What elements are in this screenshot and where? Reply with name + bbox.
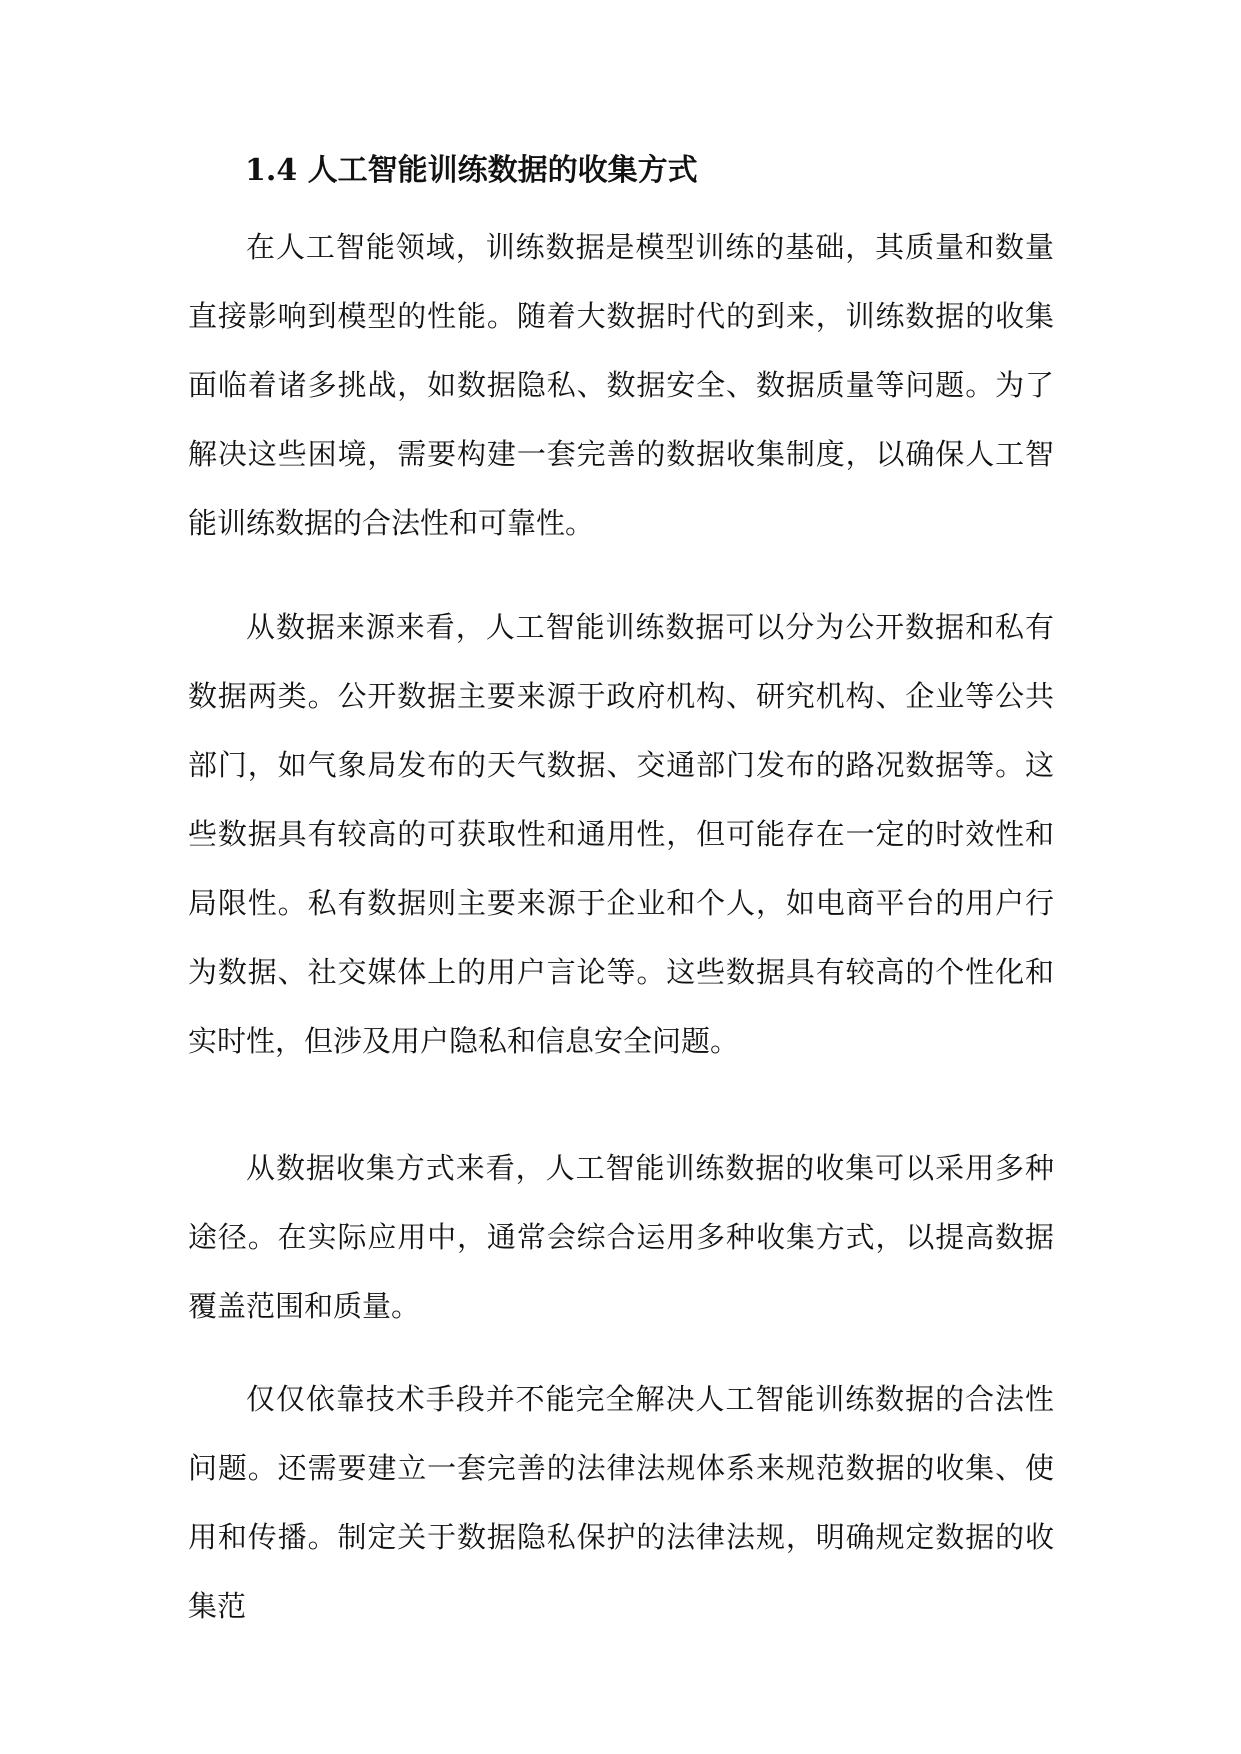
section-heading: 1.4 人工智能训练数据的收集方式 <box>245 153 698 188</box>
paragraph-2: 从数据来源来看，人工智能训练数据可以分为公开数据和私有数据两类。公开数据主要来源于政府机构、研究机构、企业等公共部门，如气象局发布的天气数据、交通部门发布的路况数据等。这些数据具有较高的可获取性和通用性，但可能存在一定的时效性和局限性。私有数据则主要来源于企业和个人，如电商平台的用户行为数据、社交媒体上的用户言论等。这些数据具有较高的个性化和实时性，但涉及用户隐私和信息安全问题。 <box>188 610 1054 1058</box>
paragraph-4: 仅仅依靠技术手段并不能完全解决人工智能训练数据的合法性问题。还需要建立一套完善的法律法规体系来规范数据的收集、使用和传播。制定关于数据隐私保护的法律法规，明确规定数据的收集范 <box>188 1382 1054 1623</box>
paragraph-3: 从数据收集方式来看，人工智能训练数据的收集可以采用多种途径。在实际应用中，通常会综合运用多种收集方式，以提高数据覆盖范围和质量。 <box>188 1151 1054 1323</box>
paragraph-1: 在人工智能领域，训练数据是模型训练的基础，其质量和数量直接影响到模型的性能。随着大数据时代的到来，训练数据的收集面临着诸多挑战，如数据隐私、数据安全、数据质量等问题。为了解决这些困境，需要构建一套完善的数据收集制度，以确保人工智能训练数据的合法性和可靠性。 <box>188 230 1054 540</box>
